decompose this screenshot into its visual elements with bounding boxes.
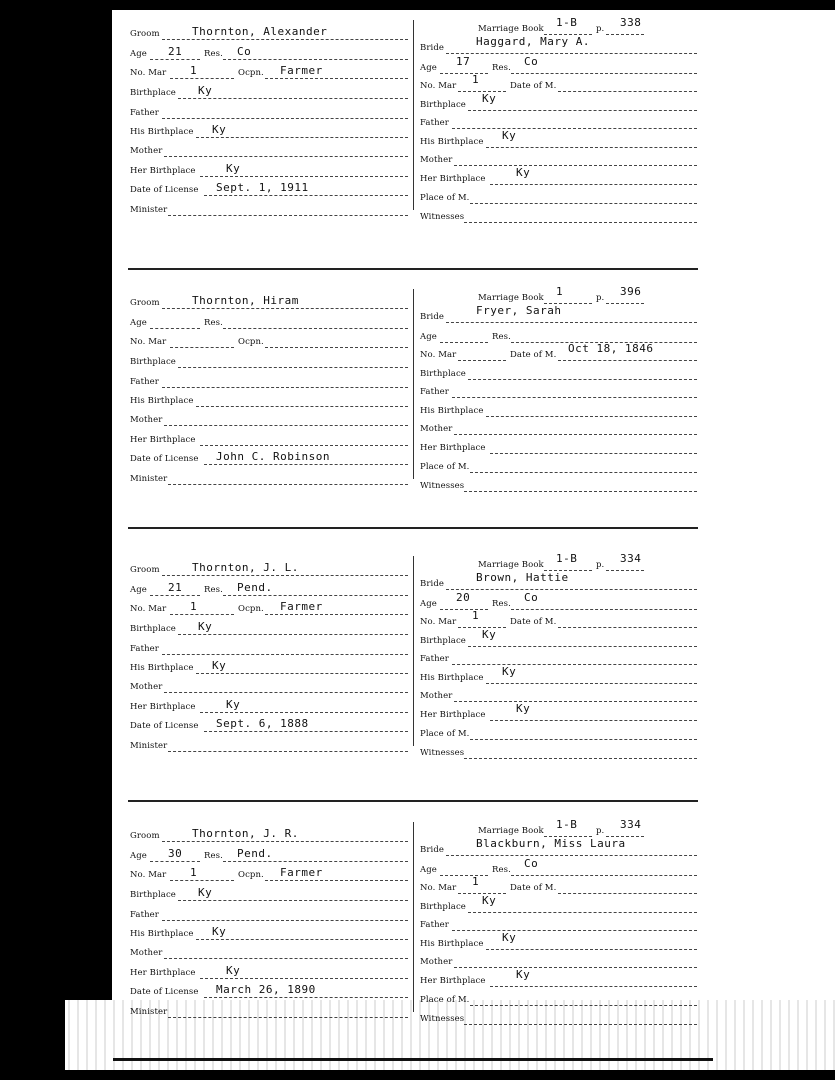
groom-age: 21 xyxy=(168,45,183,58)
bride-res-label: Res. xyxy=(492,599,511,609)
birthplace-line xyxy=(178,634,408,635)
bride-his-birthplace: Ky xyxy=(502,665,517,678)
bride-her-birthplace: Ky xyxy=(516,166,531,179)
bride-mother-label: Mother xyxy=(420,155,453,165)
marriage-page: 334 xyxy=(620,552,642,565)
date-of-license-label: Date of License xyxy=(130,185,199,195)
place-of-m-label: Place of M. xyxy=(420,193,470,203)
minister-label: Minister xyxy=(130,1007,168,1017)
place-of-m-label: Place of M. xyxy=(420,995,470,1005)
record-separator xyxy=(128,800,698,802)
mother-line xyxy=(164,425,408,426)
bride-father-line xyxy=(452,930,697,931)
his-birthplace-line xyxy=(196,137,408,138)
bride-res-label: Res. xyxy=(492,865,511,875)
date-of-m-label: Date of M. xyxy=(510,81,557,91)
bride-birthplace-line xyxy=(468,646,697,647)
bride-no-mar-label: No. Mar xyxy=(420,617,457,627)
bride-birthplace-line xyxy=(468,912,697,913)
ocpn-line xyxy=(265,614,408,615)
bride-mother-label: Mother xyxy=(420,424,453,434)
ocpn-label: Ocpn. xyxy=(238,68,264,78)
bride-age-line xyxy=(440,342,488,343)
bride-her-birthplace-label: Her Birthplace xyxy=(420,174,486,184)
groom-line xyxy=(162,841,408,842)
witnesses-line xyxy=(464,222,697,223)
bride-birthplace-line xyxy=(468,379,697,380)
bride-res-label: Res. xyxy=(492,332,511,342)
bride-line xyxy=(446,855,697,856)
minister-line xyxy=(168,484,408,485)
marriage-book-label: Marriage Book xyxy=(478,24,544,34)
groom-her-birthplace: Ky xyxy=(226,698,241,711)
father-line xyxy=(162,118,408,119)
bride-name: Haggard, Mary A. xyxy=(476,35,590,48)
mother-line xyxy=(164,156,408,157)
bride-his-birthplace-line xyxy=(486,949,697,950)
bride-her-birthplace-line xyxy=(490,184,697,185)
bottom-scan-strip xyxy=(65,1000,835,1070)
groom-age: 21 xyxy=(168,581,183,594)
page-label: p. xyxy=(596,24,605,34)
column-divider xyxy=(413,20,414,210)
bride-her-birthplace-label: Her Birthplace xyxy=(420,710,486,720)
groom-res: Co xyxy=(237,45,252,58)
bride-his-birthplace-line xyxy=(486,147,697,148)
minister-label: Minister xyxy=(130,205,168,215)
bride-name: Brown, Hattie xyxy=(476,571,569,584)
no-mar-line xyxy=(170,347,234,348)
groom-name: Thornton, Alexander xyxy=(192,25,328,38)
birthplace-label: Birthplace xyxy=(130,890,176,900)
bride-no-mar: 1 xyxy=(472,875,480,888)
mother-label: Mother xyxy=(130,948,163,958)
bride-label: Bride xyxy=(420,845,444,855)
groom-ocpn: Farmer xyxy=(280,600,323,613)
groom-birthplace: Ky xyxy=(198,84,213,97)
date-of-license: John C. Robinson xyxy=(216,450,330,463)
his-birthplace-label: His Birthplace xyxy=(130,663,194,673)
bride-father-line xyxy=(452,128,697,129)
her-birthplace-line xyxy=(200,712,408,713)
minister-line xyxy=(168,751,408,752)
marriage-book: 1-B xyxy=(556,818,578,831)
groom-her-birthplace: Ky xyxy=(226,964,241,977)
res-label: Res. xyxy=(204,318,223,328)
his-birthplace-label: His Birthplace xyxy=(130,396,194,406)
age-line xyxy=(150,328,200,329)
no-mar-label: No. Mar xyxy=(130,870,167,880)
groom-label: Groom xyxy=(130,298,160,308)
date-of-license-label: Date of License xyxy=(130,721,199,731)
res-label: Res. xyxy=(204,49,223,59)
res-line xyxy=(223,595,408,596)
minister-label: Minister xyxy=(130,474,168,484)
bride-mother-line xyxy=(454,434,697,435)
date-of-license-line xyxy=(204,464,408,465)
bride-birthplace: Ky xyxy=(482,628,497,641)
groom-label: Groom xyxy=(130,831,160,841)
witnesses-line xyxy=(464,758,697,759)
witnesses-label: Witnesses xyxy=(420,212,465,222)
ocpn-line xyxy=(265,78,408,79)
bride-father-label: Father xyxy=(420,920,449,930)
bride-mother-line xyxy=(454,165,697,166)
her-birthplace-label: Her Birthplace xyxy=(130,166,196,176)
page-line xyxy=(606,303,644,304)
bride-mother-line xyxy=(454,701,697,702)
bride-res: Co xyxy=(524,857,539,870)
father-label: Father xyxy=(130,644,159,654)
bride-label: Bride xyxy=(420,579,444,589)
bride-res-line xyxy=(511,73,697,74)
minister-line xyxy=(168,1017,408,1018)
place-of-m-label: Place of M. xyxy=(420,462,470,472)
groom-age: 30 xyxy=(168,847,183,860)
no-mar-label: No. Mar xyxy=(130,337,167,347)
age-line xyxy=(150,59,200,60)
groom-name: Thornton, J. L. xyxy=(192,561,299,574)
marriage-book: 1-B xyxy=(556,16,578,29)
witnesses-label: Witnesses xyxy=(420,1014,465,1024)
bride-label: Bride xyxy=(420,312,444,322)
bride-father-line xyxy=(452,397,697,398)
bride-his-birthplace-label: His Birthplace xyxy=(420,406,484,416)
bride-father-line xyxy=(452,664,697,665)
bride-her-birthplace-line xyxy=(490,720,697,721)
place-of-m-line xyxy=(470,1005,697,1006)
marriage-page: 338 xyxy=(620,16,642,29)
date-of-m-label: Date of M. xyxy=(510,350,557,360)
ocpn-line xyxy=(265,347,408,348)
her-birthplace-label: Her Birthplace xyxy=(130,702,196,712)
mother-line xyxy=(164,958,408,959)
father-line xyxy=(162,387,408,388)
groom-no-mar: 1 xyxy=(190,600,198,613)
bride-age-label: Age xyxy=(420,63,437,73)
bride-res-line xyxy=(511,609,697,610)
groom-res: Pend. xyxy=(237,581,273,594)
birthplace-line xyxy=(178,98,408,99)
her-birthplace-label: Her Birthplace xyxy=(130,435,196,445)
no-mar-label: No. Mar xyxy=(130,604,167,614)
column-divider xyxy=(413,289,414,479)
no-mar-line xyxy=(170,614,234,615)
age-label: Age xyxy=(130,585,147,595)
bride-no-mar-line xyxy=(458,360,506,361)
witnesses-line xyxy=(464,491,697,492)
groom-line xyxy=(162,575,408,576)
bride-birthplace-label: Birthplace xyxy=(420,636,466,646)
marriage-book: 1-B xyxy=(556,552,578,565)
ocpn-label: Ocpn. xyxy=(238,604,264,614)
bride-line xyxy=(446,589,697,590)
page-line xyxy=(606,34,644,35)
date-of-license-label: Date of License xyxy=(130,454,199,464)
his-birthplace-line xyxy=(196,406,408,407)
groom-his-birthplace: Ky xyxy=(212,925,227,938)
bride-mother-label: Mother xyxy=(420,691,453,701)
right-margin xyxy=(715,10,835,1062)
date-of-license: March 26, 1890 xyxy=(216,983,316,996)
date-of-m: Oct 18, 1846 xyxy=(568,342,654,355)
bride-her-birthplace-line xyxy=(490,986,697,987)
groom-line xyxy=(162,39,408,40)
birthplace-label: Birthplace xyxy=(130,88,176,98)
his-birthplace-line xyxy=(196,939,408,940)
bride-her-birthplace: Ky xyxy=(516,968,531,981)
place-of-m-line xyxy=(470,203,697,204)
no-mar-line xyxy=(170,880,234,881)
marriage-book: 1 xyxy=(556,285,564,298)
bride-no-mar-label: No. Mar xyxy=(420,350,457,360)
bride-age-line xyxy=(440,73,488,74)
bride-birthplace-label: Birthplace xyxy=(420,100,466,110)
date-of-m-label: Date of M. xyxy=(510,617,557,627)
mother-label: Mother xyxy=(130,146,163,156)
date-of-license-line xyxy=(204,195,408,196)
father-label: Father xyxy=(130,377,159,387)
place-of-m-line xyxy=(470,472,697,473)
witnesses-label: Witnesses xyxy=(420,481,465,491)
date-of-license-line xyxy=(204,731,408,732)
groom-his-birthplace: Ky xyxy=(212,659,227,672)
bride-father-label: Father xyxy=(420,654,449,664)
marriage-book-label: Marriage Book xyxy=(478,560,544,570)
birthplace-line xyxy=(178,367,408,368)
bride-no-mar-label: No. Mar xyxy=(420,883,457,893)
age-label: Age xyxy=(130,318,147,328)
bride-her-birthplace: Ky xyxy=(516,702,531,715)
bride-her-birthplace-label: Her Birthplace xyxy=(420,443,486,453)
groom-ocpn: Farmer xyxy=(280,64,323,77)
record-separator xyxy=(128,527,698,529)
his-birthplace-line xyxy=(196,673,408,674)
bride-his-birthplace-label: His Birthplace xyxy=(420,939,484,949)
bride-his-birthplace: Ky xyxy=(502,931,517,944)
bride-line xyxy=(446,53,697,54)
mother-line xyxy=(164,692,408,693)
bride-his-birthplace-label: His Birthplace xyxy=(420,137,484,147)
bride-age-label: Age xyxy=(420,599,437,609)
record-separator xyxy=(128,268,698,270)
date-of-m-line xyxy=(558,91,697,92)
date-of-license-line xyxy=(204,997,408,998)
bride-mother-label: Mother xyxy=(420,957,453,967)
bride-age: 20 xyxy=(456,591,471,604)
date-of-license: Sept. 1, 1911 xyxy=(216,181,309,194)
res-line xyxy=(223,328,408,329)
groom-label: Groom xyxy=(130,29,160,39)
bride-his-birthplace-line xyxy=(486,416,697,417)
bride-his-birthplace: Ky xyxy=(502,129,517,142)
date-of-m-line xyxy=(558,893,697,894)
age-label: Age xyxy=(130,49,147,59)
mother-label: Mother xyxy=(130,415,163,425)
place-of-m-label: Place of M. xyxy=(420,729,470,739)
bride-mother-line xyxy=(454,967,697,968)
groom-res: Pend. xyxy=(237,847,273,860)
column-divider xyxy=(413,822,414,1012)
bride-age-line xyxy=(440,875,488,876)
groom-line xyxy=(162,308,408,309)
groom-ocpn: Farmer xyxy=(280,866,323,879)
bride-res: Co xyxy=(524,591,539,604)
her-birthplace-line xyxy=(200,445,408,446)
date-of-m-label: Date of M. xyxy=(510,883,557,893)
marriage-page: 396 xyxy=(620,285,642,298)
bride-name: Blackburn, Miss Laura xyxy=(476,837,626,850)
bride-line xyxy=(446,322,697,323)
bride-her-birthplace-label: Her Birthplace xyxy=(420,976,486,986)
age-label: Age xyxy=(130,851,147,861)
bride-birthplace-line xyxy=(468,110,697,111)
bride-name: Fryer, Sarah xyxy=(476,304,562,317)
witnesses-label: Witnesses xyxy=(420,748,465,758)
date-of-m-line xyxy=(558,360,697,361)
groom-name: Thornton, J. R. xyxy=(192,827,299,840)
groom-no-mar: 1 xyxy=(190,866,198,879)
father-line xyxy=(162,920,408,921)
groom-her-birthplace: Ky xyxy=(226,162,241,175)
bride-res: Co xyxy=(524,55,539,68)
father-label: Father xyxy=(130,910,159,920)
bride-res-line xyxy=(511,875,697,876)
ocpn-line xyxy=(265,880,408,881)
bride-age-label: Age xyxy=(420,332,437,342)
page-line xyxy=(606,570,644,571)
bride-his-birthplace-label: His Birthplace xyxy=(420,673,484,683)
bride-age: 17 xyxy=(456,55,471,68)
father-line xyxy=(162,654,408,655)
res-label: Res. xyxy=(204,585,223,595)
groom-birthplace: Ky xyxy=(198,620,213,633)
res-label: Res. xyxy=(204,851,223,861)
minister-line xyxy=(168,215,408,216)
no-mar-line xyxy=(170,78,234,79)
bride-father-label: Father xyxy=(420,118,449,128)
minister-label: Minister xyxy=(130,741,168,751)
father-label: Father xyxy=(130,108,159,118)
birthplace-line xyxy=(178,900,408,901)
res-line xyxy=(223,861,408,862)
bride-age-label: Age xyxy=(420,865,437,875)
page-label: p. xyxy=(596,560,605,570)
marriage-book-label: Marriage Book xyxy=(478,826,544,836)
witnesses-line xyxy=(464,1024,697,1025)
page-label: p. xyxy=(596,826,605,836)
bride-her-birthplace-line xyxy=(490,453,697,454)
ocpn-label: Ocpn. xyxy=(238,337,264,347)
bride-no-mar-label: No. Mar xyxy=(420,81,457,91)
his-birthplace-label: His Birthplace xyxy=(130,929,194,939)
date-of-m-line xyxy=(558,627,697,628)
date-of-license-label: Date of License xyxy=(130,987,199,997)
marriage-page: 334 xyxy=(620,818,642,831)
groom-no-mar: 1 xyxy=(190,64,198,77)
place-of-m-line xyxy=(470,739,697,740)
groom-name: Thornton, Hiram xyxy=(192,294,299,307)
res-line xyxy=(223,59,408,60)
her-birthplace-label: Her Birthplace xyxy=(130,968,196,978)
no-mar-label: No. Mar xyxy=(130,68,167,78)
his-birthplace-label: His Birthplace xyxy=(130,127,194,137)
birthplace-label: Birthplace xyxy=(130,624,176,634)
column-divider xyxy=(413,556,414,746)
page-label: p. xyxy=(596,293,605,303)
bride-age-line xyxy=(440,609,488,610)
her-birthplace-line xyxy=(200,176,408,177)
mother-label: Mother xyxy=(130,682,163,692)
bride-no-mar: 1 xyxy=(472,73,480,86)
bride-birthplace: Ky xyxy=(482,894,497,907)
groom-label: Groom xyxy=(130,565,160,575)
bride-label: Bride xyxy=(420,43,444,53)
groom-birthplace: Ky xyxy=(198,886,213,899)
date-of-license: Sept. 6, 1888 xyxy=(216,717,309,730)
bride-birthplace-label: Birthplace xyxy=(420,902,466,912)
groom-his-birthplace: Ky xyxy=(212,123,227,136)
bride-res-label: Res. xyxy=(492,63,511,73)
bride-birthplace: Ky xyxy=(482,92,497,105)
bride-father-label: Father xyxy=(420,387,449,397)
bride-his-birthplace-line xyxy=(486,683,697,684)
age-line xyxy=(150,595,200,596)
her-birthplace-line xyxy=(200,978,408,979)
marriage-book-label: Marriage Book xyxy=(478,293,544,303)
birthplace-label: Birthplace xyxy=(130,357,176,367)
bride-birthplace-label: Birthplace xyxy=(420,369,466,379)
age-line xyxy=(150,861,200,862)
bride-no-mar: 1 xyxy=(472,609,480,622)
ocpn-label: Ocpn. xyxy=(238,870,264,880)
